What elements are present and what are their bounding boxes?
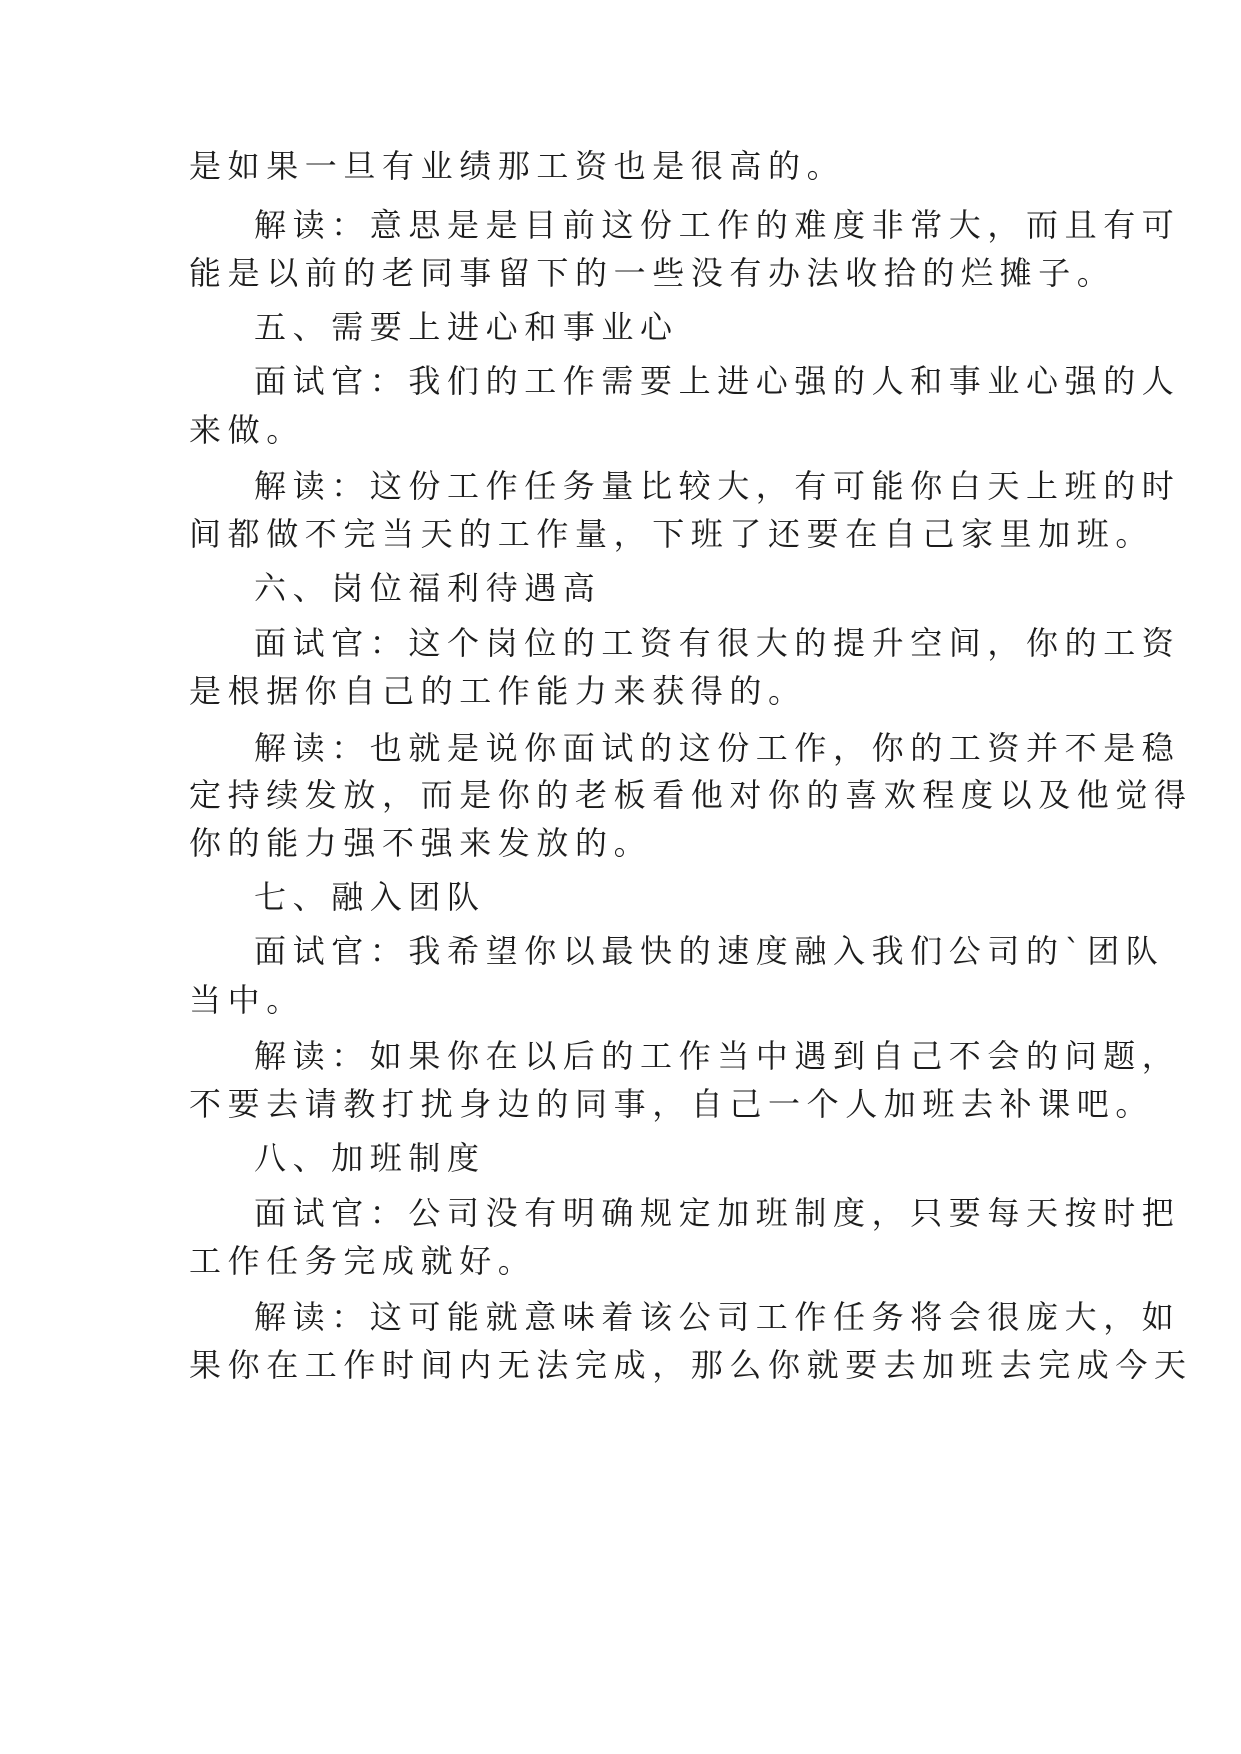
text-line: 能是以前的老同事留下的一些没有办法收拾的烂摊子。: [189, 254, 1116, 292]
text-line: 不要去请教打扰身边的同事，自己一个人加班去补课吧。: [189, 1085, 1155, 1123]
text-line: 解读：这可能就意味着该公司工作任务将会很庞大，如: [254, 1298, 1181, 1336]
text-line: 解读：这份工作任务量比较大，有可能你白天上班的时: [254, 467, 1181, 505]
text-line: 是根据你自己的工作能力来获得的。: [189, 672, 807, 710]
text-line: 果你在工作时间内无法完成，那么你就要去加班去完成今天: [189, 1346, 1193, 1384]
text-line: 面试官：这个岗位的工资有很大的提升空间，你的工资: [254, 624, 1181, 662]
text-line: 面试官：我们的工作需要上进心强的人和事业心强的人: [254, 362, 1181, 400]
section-heading: 五、需要上进心和事业心: [254, 308, 679, 346]
text-line: 你的能力强不强来发放的。: [189, 824, 653, 862]
text-line: 解读：如果你在以后的工作当中遇到自己不会的问题，: [254, 1037, 1181, 1075]
text-line: 间都做不完当天的工作量，下班了还要在自己家里加班。: [189, 515, 1155, 553]
text-line: 来做。: [189, 411, 305, 449]
text-line: 工作任务完成就好。: [189, 1242, 537, 1280]
text-line: 定持续发放，而是你的老板看他对你的喜欢程度以及他觉得: [189, 776, 1193, 814]
section-heading: 六、岗位福利待遇高: [254, 569, 602, 607]
section-heading: 七、融入团队: [254, 878, 486, 916]
section-heading: 八、加班制度: [254, 1139, 486, 1177]
text-line: 解读：也就是说你面试的这份工作，你的工资并不是稳: [254, 729, 1181, 767]
text-line: 面试官：公司没有明确规定加班制度，只要每天按时把: [254, 1194, 1181, 1232]
text-line: 是如果一旦有业绩那工资也是很高的。: [189, 147, 846, 185]
text-line: 面试官：我希望你以最快的速度融入我们公司的`团队: [254, 932, 1165, 970]
text-line: 当中。: [189, 981, 305, 1019]
text-line: 解读：意思是是目前这份工作的难度非常大，而且有可: [254, 206, 1181, 244]
